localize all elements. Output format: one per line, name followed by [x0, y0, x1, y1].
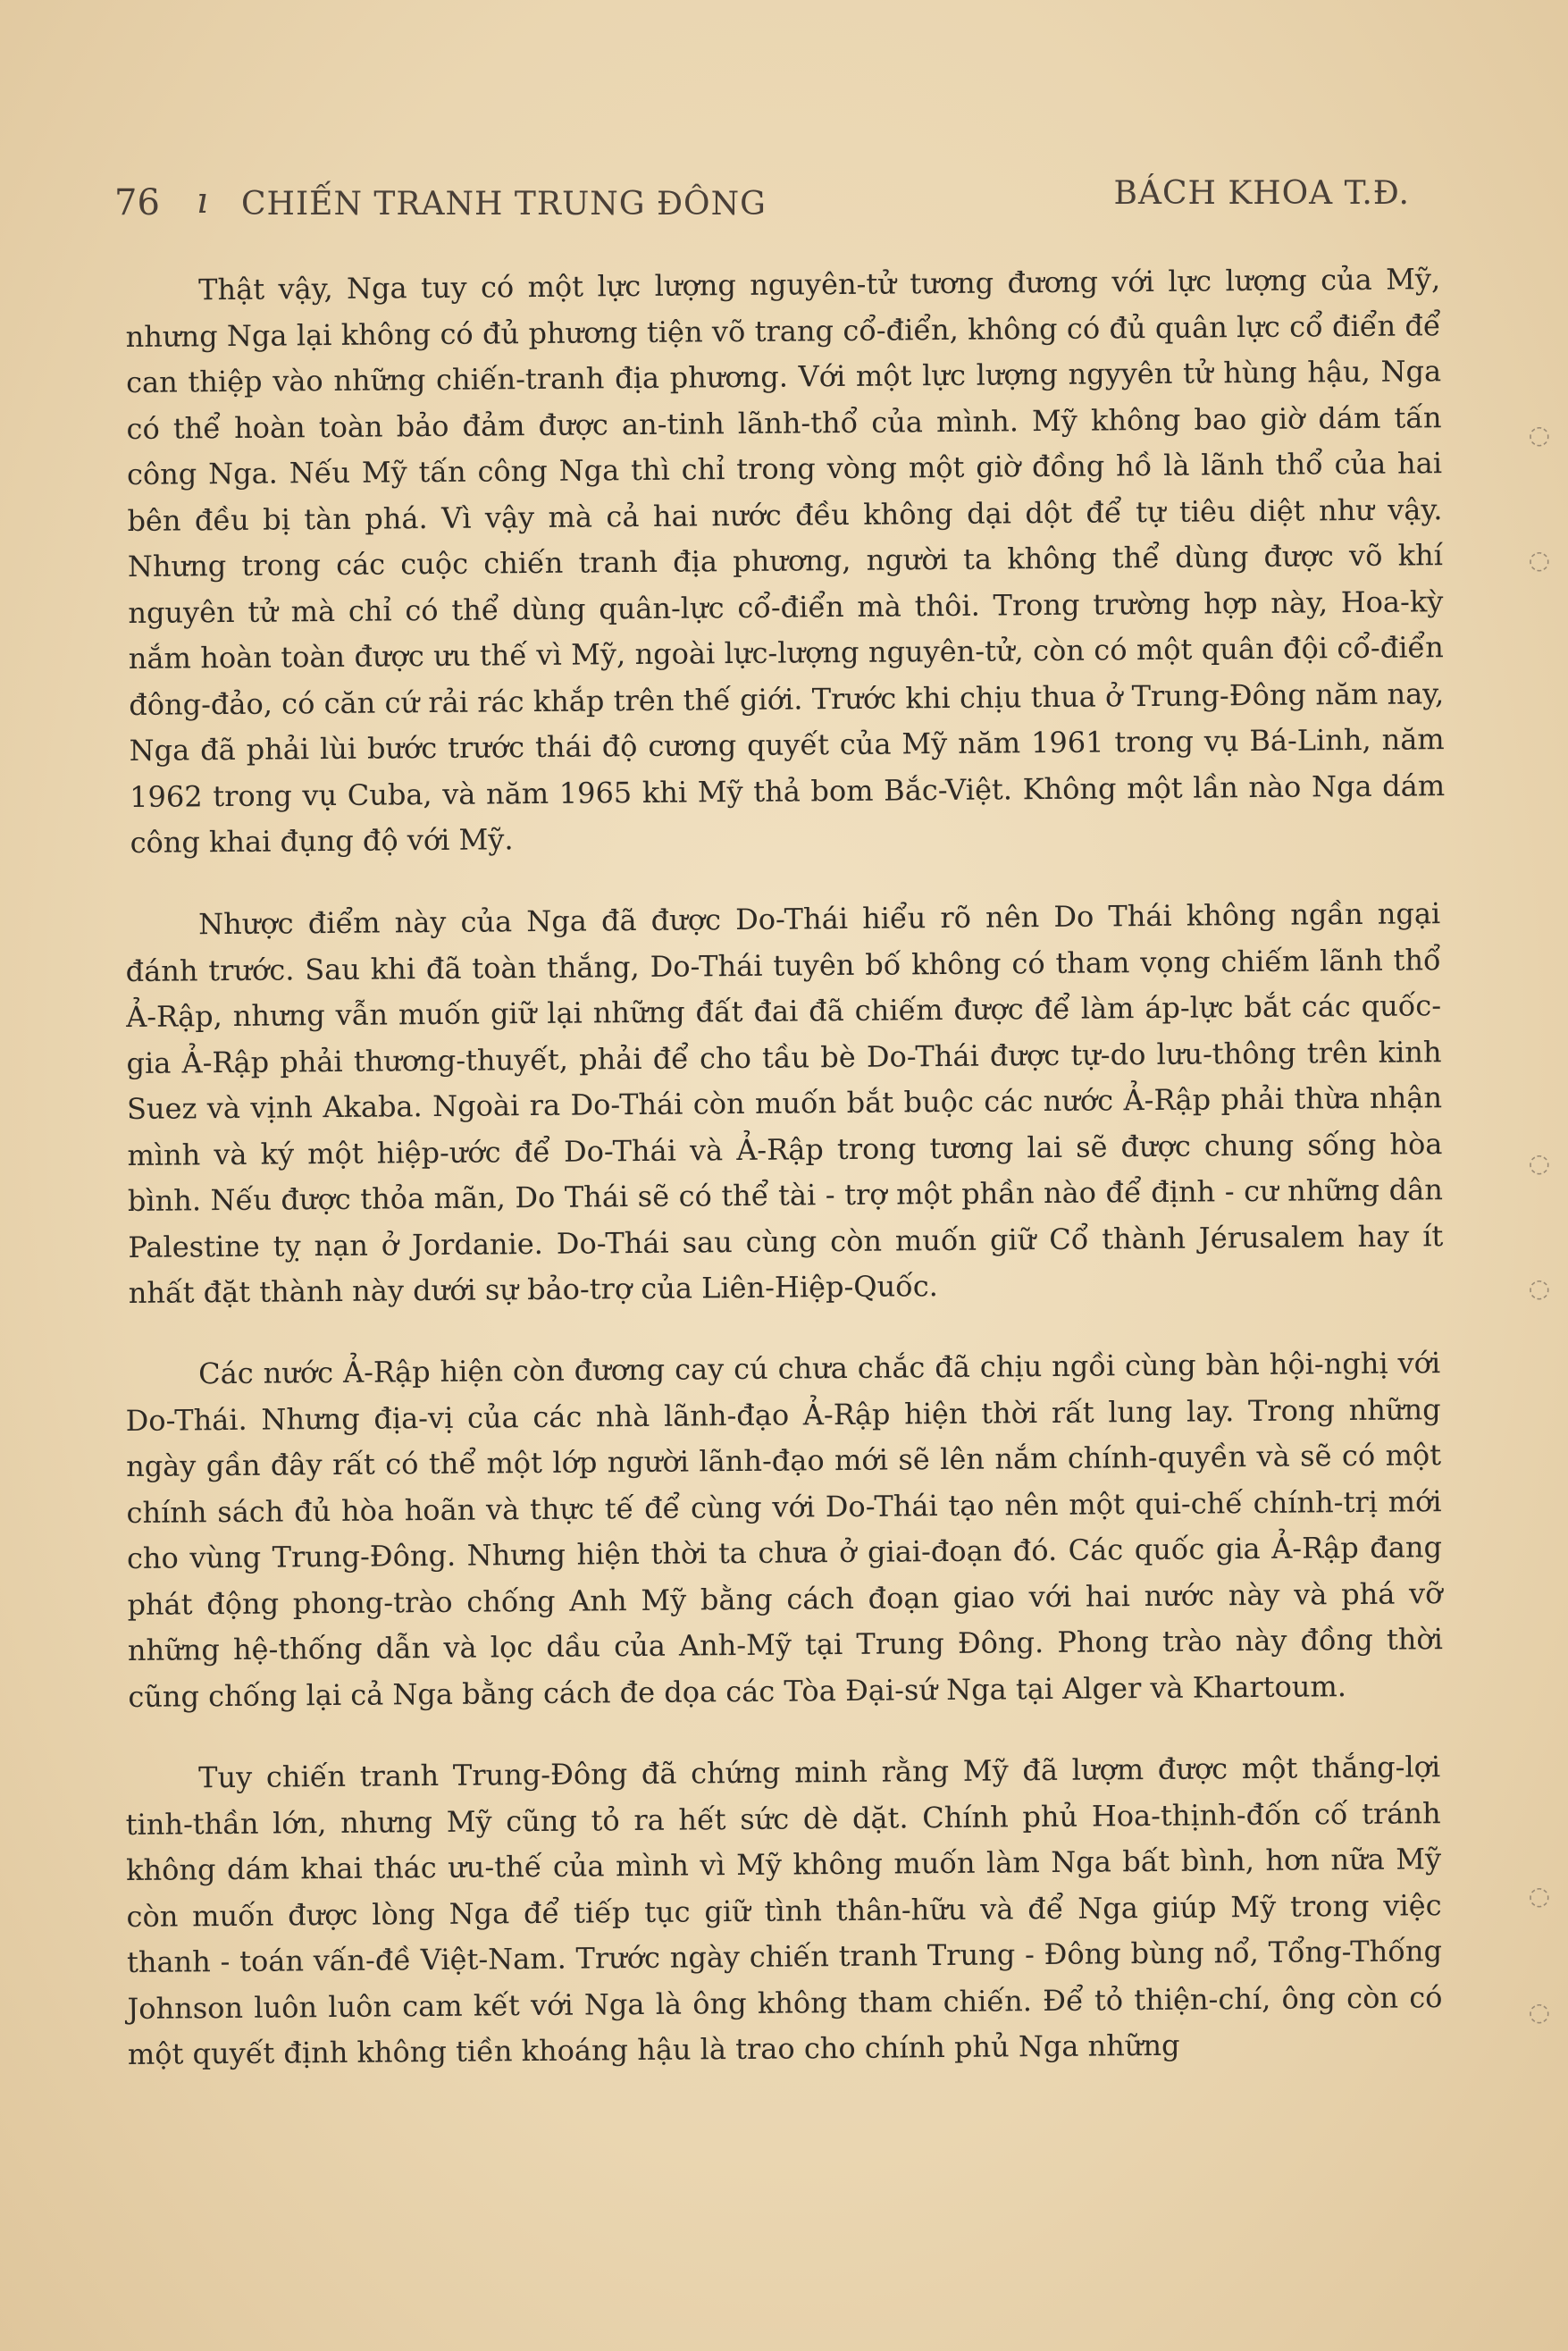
binding-mark-icon: ◌	[1528, 1148, 1550, 1178]
paragraph: Nhược điểm này của Nga đã được Do-Thái hiểu rõ nên Do Thái không ngần ngại đánh trước. Sau khi đã toàn thắng, Do-Thái tuyên bố không có tham vọng chiếm lãnh thổ Ả-Rập, nhưng vẫn muốn giữ lại những đất đai đã chiếm được để làm áp-lực bắt các quốc-gia Ả-Rập phải thương-thuyết, phải để cho tầu bè Do-Thái được tự-do lưu-thông trên kinh Suez và vịnh Akaba. Ngoài ra Do-Thái còn muốn bắt buộc các nước Ả-Rập phải thừa nhận mình và ký một hiệp-ước để Do-Thái và Ả-Rập trong tương lai sẽ được chung sống hòa bình. Nếu được thỏa mãn, Do Thái sẽ có thể tài - trợ một phần nào để định - cư những dân Palestine tỵ nạn ở Jordanie. Do-Thái sau cùng còn muốn giữ Cổ thành Jérusalem hay ít nhất đặt thành này dưới sự bảo-trợ của Liên-Hiệp-Quốc.	[125, 895, 1444, 1310]
page-header	[114, 175, 1410, 232]
page-number: 76	[114, 182, 160, 223]
paragraph: Các nước Ả-Rập hiện còn đương cay cú chưa chắc đã chịu ngồi cùng bàn hội-nghị với Do-Thái. Nhưng địa-vị của các nhà lãnh-đạo Ả-Rập hiện thời rất lung lay. Trong những ngày gần đây rất có thể một lớp người lãnh-đạo mới sẽ lên nắm chính-quyền và sẽ có một chính sách đủ hòa hoãn và thực tế để cùng với Do-Thái tạo nên một qui-chế chính-trị mới cho vùng Trung-Đông. Nhưng hiện thời ta chưa ở giai-đoạn đó. Các quốc gia Ả-Rập đang phát động phong-trào chống Anh Mỹ bằng cách đoạn giao với hai nước này và phá vỡ những hệ-thống dẫn và lọc dầu của Anh-Mỹ tại Trung Đông. Phong trào này đồng thời cũng chống lại cả Nga bằng cách đe dọa các Tòa Đại-sứ Nga tại Alger và Khartoum.	[125, 1346, 1444, 1714]
binding-mark-icon: ◌	[1528, 545, 1550, 575]
running-head: BÁCH KHOA T.Đ.	[1113, 175, 1410, 212]
body-text	[125, 262, 1446, 2114]
paragraph: Thật vậy, Nga tuy có một lực lượng nguyên-tử tương đương với lực lượng của Mỹ, nhưng Nga lại không có đủ phương tiện võ trang cổ-điển, không có đủ quân lực cổ điển để can thiệp vào những chiến-tranh địa phương. Với một lực lượng ngyyên tử hùng hậu, Nga có thể hoàn toàn bảo đảm được an-tinh lãnh-thổ của mình. Mỹ không bao giờ dám tấn công Nga. Nếu Mỹ tấn công Nga thì chỉ trong vòng một giờ đồng hồ là lãnh thổ của hai bên đều bị tàn phá. Vì vậy mà cả hai nước đều không dại dột để tự tiêu diệt như vậy. Nhưng trong các cuộc chiến tranh địa phương, người ta không thể dùng được võ khí nguyên tử mà chỉ có thể dùng quân-lực cổ-điển mà thôi. Trong trường hợp này, Hoa-kỳ nắm hoàn toàn được ưu thế vì Mỹ, ngoài lực-lượng nguyên-tử, còn có một quân đội cổ-điển đông-đảo, có căn cứ rải rác khắp trên thế giới. Trước khi chịu thua ở Trung-Đông năm nay, Nga đã phải lùi bước trước thái độ cương quyết của Mỹ năm 1961 trong vụ Bá-Linh, năm 1962 trong vụ Cuba, và năm 1965 khi Mỹ thả bom Bắc-Việt. Không một lần nào Nga dám công khai đụng độ với Mỹ.	[125, 262, 1446, 860]
paragraph: Tuy chiến tranh Trung-Đông đã chứng minh rằng Mỹ đã lượm được một thắng-lợi tinh-thần lớn, nhưng Mỹ cũng tỏ ra hết sức dè dặt. Chính phủ Hoa-thịnh-đốn cố tránh không dám khai thác ưu-thế của mình vì Mỹ không muốn làm Nga bất bình, hơn nữa Mỹ còn muốn được lòng Nga để tiếp tục giữ tình thân-hữu và để Nga giúp Mỹ trong việc thanh - toán vấn-đề Việt-Nam. Trước ngày chiến tranh Trung - Đông bùng nổ, Tổng-Thống Johnson luôn luôn cam kết với Nga là ông không tham chiến. Để tỏ thiện-chí, ông còn có một quyết định không tiền khoáng hậu là trao cho chính phủ Nga những	[125, 1750, 1443, 2071]
binding-mark-icon: ◌	[1528, 1273, 1550, 1303]
binding-mark-icon: ◌	[1528, 1997, 1550, 2027]
binding-mark-icon: ◌	[1528, 1881, 1550, 1910]
section-title: CHIẾN TRANH TRUNG ĐÔNG	[241, 186, 767, 223]
header-separator: ı	[197, 181, 208, 222]
binding-mark-icon: ◌	[1528, 420, 1550, 449]
